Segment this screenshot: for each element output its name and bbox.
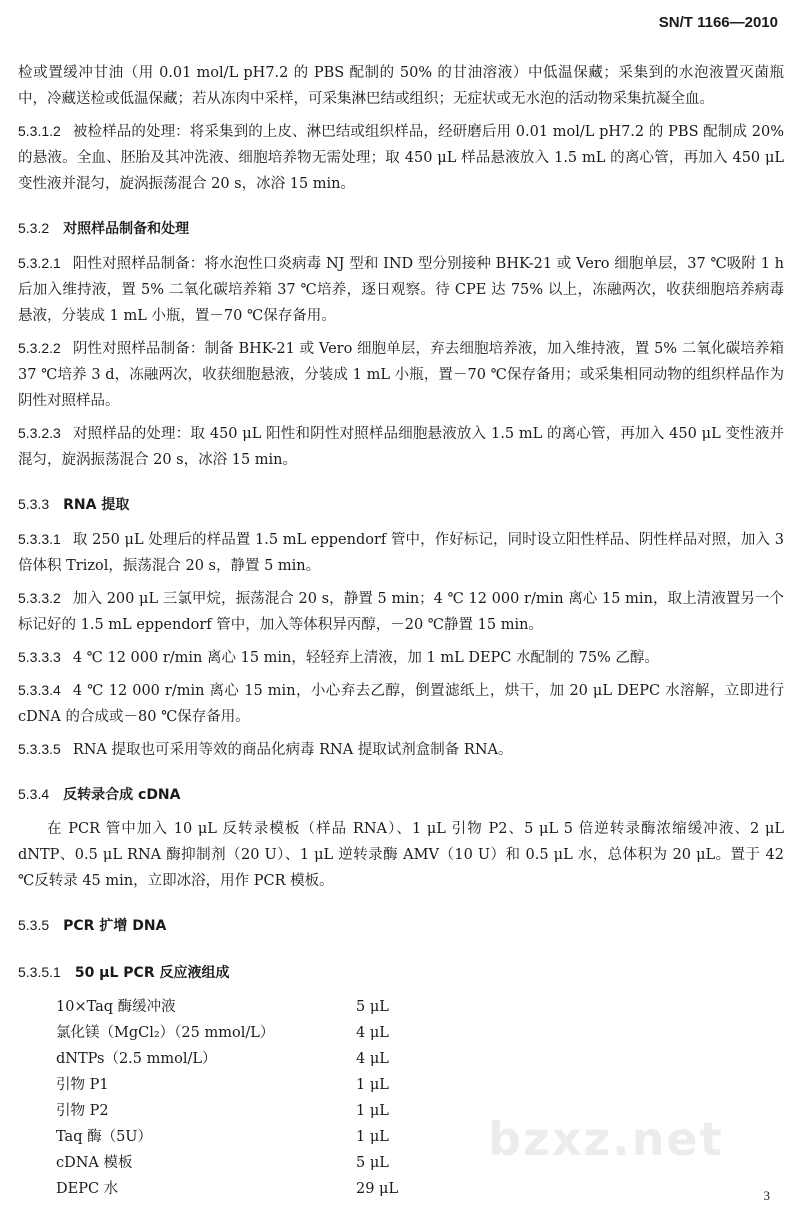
standard-number: SN/T 1166—2010 (658, 14, 778, 31)
heading-title: PCR 扩增 DNA (63, 918, 167, 934)
reagent-amount: 4 μL (356, 1051, 389, 1067)
reagent-amount: 5 μL (356, 1155, 389, 1171)
reagent-name: 引物 P2 (56, 1103, 109, 1119)
heading-5-3-3 (18, 479, 784, 518)
table-row (56, 1072, 398, 1098)
clause-number: 5.3.3.4 (18, 682, 61, 698)
heading-5-3-4 (18, 769, 784, 808)
paragraph-5-3-3-3 (18, 644, 784, 671)
paragraph-text: 加入 200 μL 三氯甲烷，振荡混合 20 s，静置 5 min；4 ℃ 12 000 r/min 离心 15 min，取上清液置另一个标记好的 1.5 mL eppendorf 管中，加入等体积异丙醇，－20 ℃静置 15 min。 (18, 591, 784, 633)
paragraph-text: 检或置缓冲甘油（用 0.01 mol/L pH7.2 的 PBS 配制的 50% 的甘油溶液）中低温保藏；采集到的水泡液置灭菌瓶中，冷藏送检或低温保藏；若从冻肉中采样，可采集淋巴结或组织；无症状或无水泡的活动物采集抗凝全血。 (18, 65, 784, 107)
heading-title: RNA 提取 (63, 497, 130, 513)
reagent-name: Taq 酶（5U） (56, 1129, 153, 1145)
reagent-name: dNTPs（2.5 mmol/L） (56, 1051, 217, 1067)
table-row (56, 1150, 398, 1176)
pcr-reaction-table (56, 994, 398, 1202)
reagent-amount: 29 μL (356, 1181, 399, 1197)
paragraph-5-3-2-2 (18, 335, 784, 414)
paragraph-5-3-1-2 (18, 118, 784, 197)
heading-number: 5.3.2 (18, 220, 50, 236)
reagent-amount: 1 μL (356, 1129, 389, 1145)
heading-title: 反转录合成 cDNA (63, 787, 181, 803)
heading-number: 5.3.4 (18, 786, 50, 802)
paragraph-text: 4 ℃ 12 000 r/min 离心 15 min，轻轻弃上清液，加 1 mL DEPC 水配制的 75% 乙醇。 (72, 650, 659, 666)
table-row (56, 994, 398, 1020)
table-row (56, 1176, 398, 1202)
reagent-name: 引物 P1 (56, 1077, 109, 1093)
table-row (56, 1046, 398, 1072)
paragraph-text: 阴性对照样品制备：制备 BHK-21 或 Vero 细胞单层，弃去细胞培养液，加入维持液，置 5% 二氧化碳培养箱 37 ℃培养 3 d，冻融两次，收获细胞悬液，分装成 1 mL 小瓶，置－70 ℃保存备用；或采集相同动物的组织样品作为阴性对照样品。 (18, 341, 784, 409)
heading-title: 50 μL PCR 反应液组成 (74, 965, 230, 981)
reagent-name: 氯化镁（MgCl₂）（25 mmol/L） (56, 1025, 275, 1041)
reagent-amount: 1 μL (356, 1077, 389, 1093)
clause-number: 5.3.3.1 (18, 531, 61, 547)
table-row (56, 1098, 398, 1124)
paragraph-5-3-3-5 (18, 736, 784, 763)
paragraph-text: 对照样品的处理：取 450 μL 阳性和阴性对照样品细胞悬液放入 1.5 mL 的离心管，再加入 450 μL 变性液并混匀，旋涡振荡混合 20 s，冰浴 15 min。 (18, 426, 784, 468)
clause-number: 5.3.2.1 (18, 255, 61, 271)
paragraph-text: 4 ℃ 12 000 r/min 离心 15 min，小心弃去乙醇，倒置滤纸上，烘干，加 20 μL DEPC 水溶解，立即进行 cDNA 的合成或－80 ℃保存备用。 (18, 683, 784, 725)
paragraph-5-3-3-1 (18, 526, 784, 579)
heading-title: 对照样品制备和处理 (63, 221, 190, 237)
clause-number: 5.3.2.3 (18, 425, 61, 441)
paragraph-5-3-3-4 (18, 677, 784, 730)
clause-number: 5.3.1.2 (18, 123, 61, 139)
clause-number: 5.3.2.2 (18, 340, 61, 356)
heading-number: 5.3.3 (18, 496, 50, 512)
paragraph-5-3-3-2 (18, 585, 784, 638)
table-row (56, 1124, 398, 1150)
paragraph-5-3-4: 在 PCR 管中加入 10 μL 反转录模板（样品 RNA）、1 μL 引物 P2、5 μL 5 倍逆转录酶浓缩缓冲液、2 μL dNTP、0.5 μL RNA 酶抑制剂（20 U）、1 μL 逆转录酶 AMV（10 U）和 0.5 μL 水，总体积为 20 μL。置于 42 ℃反转录 45 min，立即冰浴，用作 PCR 模板。 (18, 821, 784, 889)
paragraph-text: 取 250 μL 处理后的样品置 1.5 mL eppendorf 管中，作好标记，同时设立阳性样品、阴性样品对照，加入 3 倍体积 Trizol，振荡混合 20 s，静置 5 min。 (18, 532, 784, 574)
heading-number: 5.3.5 (18, 917, 50, 933)
paragraph-text: 阳性对照样品制备：将水泡性口炎病毒 NJ 型和 IND 型分别接种 BHK-21 或 Vero 细胞单层，37 ℃吸附 1 h 后加入维持液，置 5% 二氧化碳培养箱 37 ℃培养，逐日观察。待 CPE 达 75% 以上，冻融两次，收获细胞培养病毒悬液，分装成 1 mL 小瓶，置－70 ℃保存备用。 (18, 256, 784, 324)
table-row (56, 1020, 398, 1046)
paragraph-5-3-2-1 (18, 250, 784, 329)
page-body (18, 60, 784, 1202)
watermark: bzxz.net (488, 1112, 724, 1166)
heading-5-3-2 (18, 203, 784, 242)
clause-number: 5.3.3.2 (18, 590, 61, 606)
reagent-name: 10×Taq 酶缓冲液 (56, 999, 176, 1015)
reagent-amount: 5 μL (356, 999, 389, 1015)
heading-5-3-5-1 (18, 947, 784, 986)
heading-5-3-5 (18, 900, 784, 939)
reagent-amount: 1 μL (356, 1103, 389, 1119)
reagent-name: DEPC 水 (56, 1181, 119, 1197)
clause-number: 5.3.3.3 (18, 649, 61, 665)
paragraph-5-3-2-3 (18, 420, 784, 473)
page-number: 3 (763, 1188, 770, 1203)
paragraph-continued (18, 60, 784, 112)
reagent-name: cDNA 模板 (56, 1155, 133, 1171)
reagent-amount: 4 μL (356, 1025, 389, 1041)
paragraph-text: 被检样品的处理：将采集到的上皮、淋巴结或组织样品，经研磨后用 0.01 mol/L pH7.2 的 PBS 配制成 20% 的悬液。全血、胚胎及其冲洗液、细胞培养物无需处理；取 450 μL 样品悬液放入 1.5 mL 的离心管，再加入 450 μL 变性液并混匀，旋涡振荡混合 20 s，冰浴 15 min。 (18, 124, 784, 192)
clause-number: 5.3.3.5 (18, 741, 61, 757)
heading-number: 5.3.5.1 (18, 964, 61, 980)
paragraph-text: RNA 提取也可采用等效的商品化病毒 RNA 提取试剂盒制备 RNA。 (72, 742, 513, 758)
